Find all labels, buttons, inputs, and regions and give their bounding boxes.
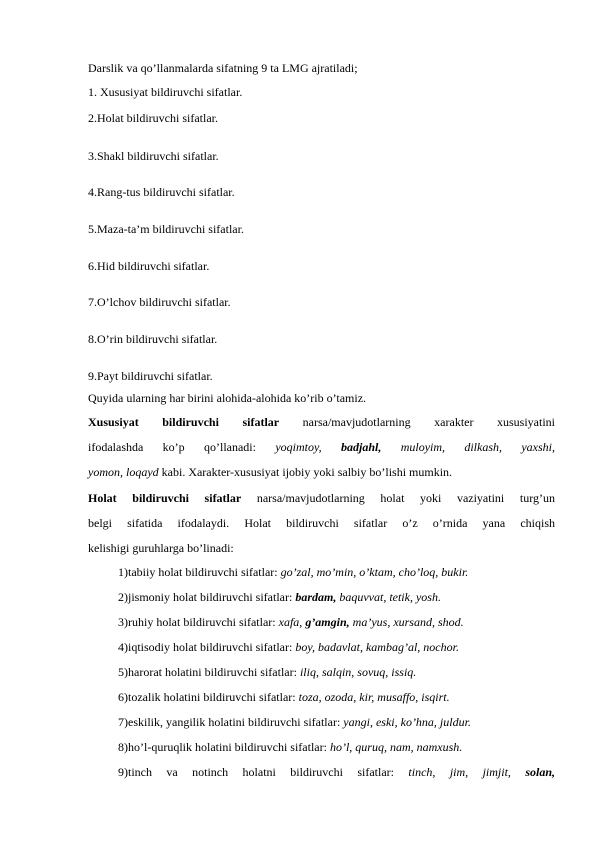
group-item-3: 3.Shakl bildiruvchi sifatlar.	[88, 149, 219, 163]
subgroup-item-8	[118, 740, 462, 754]
subgroup-label: 6)tozalik holatini bildiruvchi sifatlar:	[118, 690, 296, 704]
subgroup-bold-example: g’amgin,	[305, 615, 350, 629]
subgroup-examples: baquvvat, tetik, yosh.	[339, 590, 441, 604]
holat-term: Holat bildiruvchi sifatlar	[88, 491, 242, 505]
group-item-1: 1. Xususiyat bildiruvchi sifatlar.	[88, 85, 243, 99]
subgroup-label: 5)harorat holatini bildiruvchi sifatlar:	[118, 665, 297, 679]
subgroup-label: 3)ruhiy holat bildiruvchi sifatlar:	[118, 615, 276, 629]
xususiyat-example-1: yoqimtoy,	[275, 440, 322, 454]
subgroup-item-7	[118, 715, 471, 729]
group-item-8: 8.O’rin bildiruvchi sifatlar.	[88, 332, 218, 346]
subgroup-item-6	[118, 690, 450, 704]
group-item-7: 7.O’lchov bildiruvchi sifatlar.	[88, 295, 231, 309]
subgroup-examples: tinch, jim, jimjit,	[408, 765, 511, 779]
xususiyat-text-3: kabi. Xarakter-xususiyat ijobiy yoki salbiy bo’lishi mumkin.	[161, 465, 453, 479]
subgroup-examples: ma’yus, xursand, shod.	[352, 615, 464, 629]
xususiyat-text-1: narsa/mavjudotlarning xarakter xususiyatini	[302, 415, 556, 429]
subgroup-item-1	[118, 565, 468, 579]
subgroup-examples: toza, ozoda, kir, musaffo, isqirt.	[298, 690, 450, 704]
xususiyat-example-2: muloyim, dilkash, yaxshi,	[400, 440, 556, 454]
subgroup-examples: boy, badavlat, kambag’al, nochor.	[295, 640, 459, 654]
subgroup-item-3	[118, 615, 464, 629]
holat-line-1	[88, 491, 555, 505]
group-item-9: 9.Payt bildiruvchi sifatlar.	[88, 369, 213, 383]
intro-line: Darslik va qo’llanmalarda sifatning 9 ta LMG ajratiladi;	[88, 61, 358, 75]
xususiyat-example-3: yomon, loqayd	[88, 465, 159, 479]
xususiyat-line-2	[88, 440, 555, 454]
xususiyat-line-1	[88, 415, 555, 429]
subgroup-label: 8)ho’l-quruqlik holatini bildiruvchi sifatlar:	[118, 740, 327, 754]
subgroup-item-2	[118, 590, 441, 604]
group-item-4: 4.Rang-tus bildiruvchi sifatlar.	[88, 185, 235, 199]
subgroup-label: 7)eskilik, yangilik holatini bildiruvchi sifatlar:	[118, 715, 341, 729]
subgroup-examples: ho’l, quruq, nam, namxush.	[329, 740, 463, 754]
instruction-line: Quyida ularning har birini alohida-alohida ko’rib o’tamiz.	[88, 391, 367, 405]
group-item-2: 2.Holat bildiruvchi sifatlar.	[88, 111, 218, 125]
subgroup-label: 9)tinch va notinch holatni bildiruvchi sifatlar:	[118, 765, 394, 779]
subgroup-item-4	[118, 640, 459, 654]
xususiyat-term: Xususiyat bildiruvchi sifatlar	[88, 415, 280, 429]
subgroup-examples: yangi, eski, ko’hna, juldur.	[343, 715, 471, 729]
subgroup-bold-example: solan,	[525, 765, 556, 779]
xususiyat-text-2: ifodalashda ko’p qo’llanadi:	[88, 440, 256, 454]
subgroup-item-5	[118, 665, 416, 679]
subgroup-item-9	[118, 765, 555, 779]
subgroup-pre-example: xafa,	[278, 615, 303, 629]
holat-text-1: narsa/mavjudotlarning holat yoki vaziyatini turg’un	[256, 491, 555, 505]
subgroup-label: 2)jismoniy holat bildiruvchi sifatlar:	[118, 590, 293, 604]
subgroup-label: 4)iqtisodiy holat bildiruvchi sifatlar:	[118, 640, 293, 654]
group-item-5: 5.Maza-ta’m bildiruvchi sifatlar.	[88, 222, 244, 236]
subgroup-examples: go’zal, mo’min, o’ktam, cho’loq, bukir.	[280, 565, 469, 579]
xususiyat-example-bold: badjahl,	[341, 440, 382, 454]
subgroup-label: 1)tabiiy holat bildiruvchi sifatlar:	[118, 565, 278, 579]
holat-line-3: kelishigi guruhlarga bo’linadi:	[88, 541, 234, 555]
subgroup-bold-example: bardam,	[295, 590, 337, 604]
holat-line-2: belgi sifatida ifodalaydi. Holat bildiruvchi sifatlar o’z o’rnida yana chiqish	[88, 516, 555, 530]
xususiyat-line-3	[88, 465, 555, 479]
group-item-6: 6.Hid bildiruvchi sifatlar.	[88, 259, 210, 273]
subgroup-examples: iliq, salqin, sovuq, issiq.	[299, 665, 417, 679]
